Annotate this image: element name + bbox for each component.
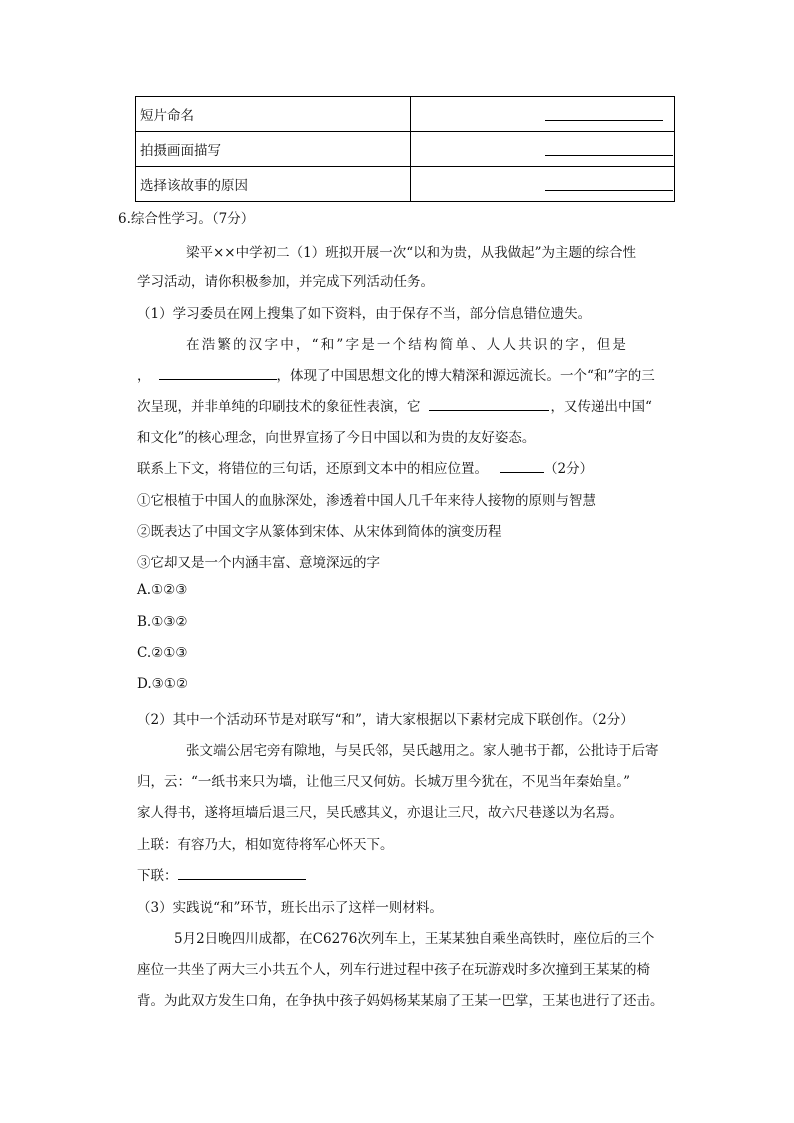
answer-cell[interactable] [411,167,675,202]
material-line: 座位一共坐了两大三小共五个人，列车行进过程中孩子在玩游戏时多次撞到王某某的椅 [137,962,650,978]
intro-line: 学习活动，请你积极参加，并完成下列活动任务。 [137,274,434,290]
passage-text: 次呈现，并非单纯的印刷技术的象征性表演，它 [137,399,421,415]
intro-line: 梁平××中学初二（1）班拟开展一次“以和为贵，从我做起”为主题的综合性 [186,245,637,261]
activity-table [135,96,675,202]
answer-blank[interactable] [500,458,544,473]
table-cell-label: 拍摄画面描写 [136,132,411,167]
subquestion-title: （1）学习委员在网上搜集了如下资料，由于保存不当，部分信息错位遗失。 [137,306,592,322]
answer-cell[interactable] [411,97,675,132]
table-row [136,132,675,167]
question-heading: 6.综合性学习。（7分） [118,211,255,227]
table-cell-label: 选择该故事的原因 [136,167,411,202]
passage-text: ， [137,368,151,384]
table-row [136,167,675,202]
instruction-line [137,457,593,477]
blank-line[interactable] [159,365,277,380]
material-line: 5月2日晚四川成都，在C6276次列车上，王某某独自乘坐高铁时，座位后的三个 [174,931,655,947]
passage-line: 和文化”的核心理念，向世界宣扬了今日中国以和为贵的友好姿态。 [137,430,536,446]
sentence-item: ①它根植于中国人的血脉深处，渗透着中国人几千年来待人接物的原则与智慧 [137,493,596,509]
score-text: （2分） [544,461,594,477]
answer-cell[interactable] [411,132,675,167]
passage-line [137,395,652,415]
table-cell-label: 短片命名 [136,97,411,132]
option-d[interactable]: D.③①② [137,676,188,692]
option-c[interactable]: C.②①③ [137,645,188,661]
subquestion-title: （3）实践说“和”环节，班长出示了这样一则材料。 [137,900,443,916]
passage-text: ，体现了中国思想文化的博大精深和源远流长。一个“和”字的三 [276,368,655,384]
passage-line [137,364,655,384]
story-line: 归，云：“一纸书来只为墙，让他三尺又何妨。长城万里今犹在，不见当年秦始皇。” [137,774,631,790]
sentence-item: ③它却又是一个内涵丰富、意境深远的字 [137,555,380,571]
instruction-text: 联系上下文，将错位的三句话，还原到文本中的相应位置。 [137,461,488,477]
story-line: 家人得书，遂将垣墙后退三尺，吴氏感其义，亦退让三尺，故六尺巷遂以为名焉。 [137,805,623,821]
sentence-item: ②既表达了中国文字从篆体到宋体、从宋体到简体的演变历程 [137,524,502,540]
lower-couplet-label: 下联： [137,868,178,884]
passage-line: 在浩繁的汉字中，“和”字是一个结构简单、人人共识的字，但是 [186,337,629,353]
option-b[interactable]: B.①③② [137,614,188,630]
blank-line[interactable] [429,396,549,411]
table-row [136,97,675,132]
lower-couplet-blank[interactable] [178,865,306,880]
subquestion-title: （2）其中一个活动环节是对联写“和”，请大家根据以下素材完成下联创作。（2分） [137,712,634,728]
option-a[interactable]: A.①②③ [137,582,188,598]
upper-couplet: 上联：有容乃大，相如宽待将军心怀天下。 [137,837,394,853]
lower-couplet [137,864,306,884]
material-line: 背。为此双方发生口角，在争执中孩子妈妈杨某某扇了王某一巴掌，王某也进行了还击。 [137,993,664,1009]
passage-text: ，又传递出中国“ [550,399,652,415]
story-line: 张文端公居宅旁有隙地，与吴氏邻，吴氏越用之。家人驰书于都，公批诗于后寄 [186,743,659,759]
